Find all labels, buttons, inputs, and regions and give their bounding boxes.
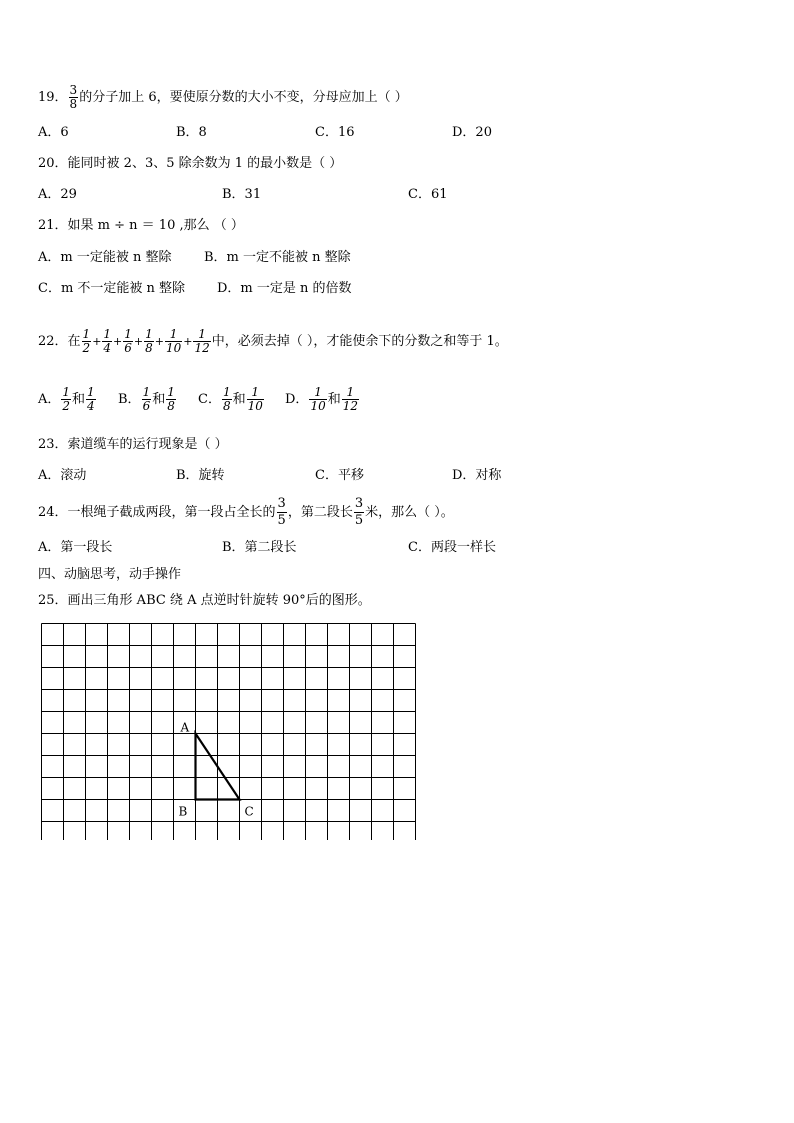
option-b[interactable]: B．8 (176, 125, 207, 140)
option-c[interactable]: C．两段一样长 (408, 540, 496, 555)
question-number: 22．在 (38, 334, 81, 349)
question-text: 中，必须去掉（ ），才能使余下的分数之和等于 1。 (211, 334, 508, 349)
fraction-1-12: $\frac{1}{12}$ (194, 327, 210, 355)
fraction-1-6: $\frac{1}{6}$ (124, 327, 132, 355)
vertex-label-c: C (244, 804, 254, 819)
plus-sign: + (154, 335, 164, 348)
fraction-3-5: $\frac{3}{5}$ (354, 496, 364, 528)
question-21: 21．如果 m ÷ n ＝ 10 ,那么 （ ） (38, 218, 244, 233)
option-b[interactable]: B．31 (222, 187, 262, 202)
option-a[interactable]: A．m 一定能被 n 整除 (38, 250, 172, 265)
option-b[interactable]: B．m 一定不能被 n 整除 (204, 250, 351, 265)
plus-sign: + (133, 335, 144, 348)
question-24 (38, 493, 454, 533)
option-d[interactable]: D．对称 (452, 468, 502, 483)
option-b[interactable]: B． $\frac{1}{6}$ 和 $\frac{1}{8}$ (118, 385, 175, 413)
question-22 (38, 322, 508, 362)
fraction-1-10: $\frac{1}{10}$ (247, 385, 263, 413)
option-a[interactable]: A．第一段长 (38, 540, 113, 555)
question-text-mid: ，第二段长 (287, 505, 353, 520)
question-25: 25．画出三角形 ABC 绕 A 点逆时针旋转 90°后的图形。 (38, 593, 371, 608)
option-a[interactable]: A．6 (38, 125, 69, 140)
fraction-1-6: $\frac{1}{6}$ (142, 385, 151, 413)
fraction-1-4: $\frac{1}{4}$ (87, 385, 95, 413)
option-c[interactable]: C．平移 (315, 468, 364, 483)
option-c[interactable]: C．16 (315, 125, 355, 140)
question-text-pre: 24．一根绳子截成两段，第一段占全长的 (38, 505, 276, 520)
vertex-label-b: B (178, 804, 188, 819)
fraction-1-2: $\frac{1}{2}$ (62, 385, 71, 413)
option-a[interactable]: A．滚动 (38, 468, 87, 483)
fraction-1-2: $\frac{1}{2}$ (82, 327, 91, 355)
fraction-1-12: $\frac{1}{12}$ (342, 385, 359, 413)
square-grid[interactable] (40, 622, 420, 840)
option-b[interactable]: B．第二段长 (222, 540, 297, 555)
option-c[interactable]: C．m 不一定能被 n 整除 (38, 281, 186, 296)
vertex-label-a: A (180, 720, 190, 735)
option-d[interactable]: D． $\frac{1}{10}$ 和 $\frac{1}{12}$ (285, 385, 359, 413)
question-19 (38, 84, 408, 111)
fraction-1-10: $\frac{1}{10}$ (165, 327, 182, 355)
question-number: 19． (38, 90, 68, 105)
fraction-3-8: $\frac{3}{8}$ (69, 83, 78, 111)
fraction-3-5: $\frac{3}{5}$ (277, 496, 286, 528)
plus-sign: + (113, 335, 123, 348)
option-c[interactable]: C．61 (408, 187, 448, 202)
plus-sign: + (183, 335, 193, 348)
option-a[interactable]: A． $\frac{1}{2}$ 和 $\frac{1}{4}$ (38, 385, 95, 413)
option-b[interactable]: B．旋转 (176, 468, 225, 483)
plus-sign: + (92, 335, 102, 348)
question-text-post: 米，那么（ ）。 (365, 505, 454, 520)
fraction-1-8: $\frac{1}{8}$ (167, 385, 175, 413)
fraction-1-8: $\frac{1}{8}$ (222, 385, 231, 413)
option-d[interactable]: D．20 (452, 125, 492, 140)
option-d[interactable]: D．m 一定是 n 的倍数 (217, 281, 352, 296)
question-text: 的分子加上 6，要使原分数的大小不变，分母应加上（ ） (79, 90, 408, 105)
question-20: 20．能同时被 2、3、5 除余数为 1 的最小数是（ ） (38, 156, 343, 171)
option-a[interactable]: A．29 (38, 187, 77, 202)
fraction-1-10: $\frac{1}{10}$ (310, 385, 326, 413)
question-23: 23．索道缆车的运行现象是（ ） (38, 437, 228, 452)
section-title: 四、动脑思考，动手操作 (38, 567, 182, 582)
fraction-sum-expression (81, 327, 212, 355)
fraction-1-4: $\frac{1}{4}$ (103, 327, 112, 355)
option-c[interactable]: C． $\frac{1}{8}$ 和 $\frac{1}{10}$ (198, 385, 263, 413)
fraction-1-8: $\frac{1}{8}$ (145, 327, 153, 355)
